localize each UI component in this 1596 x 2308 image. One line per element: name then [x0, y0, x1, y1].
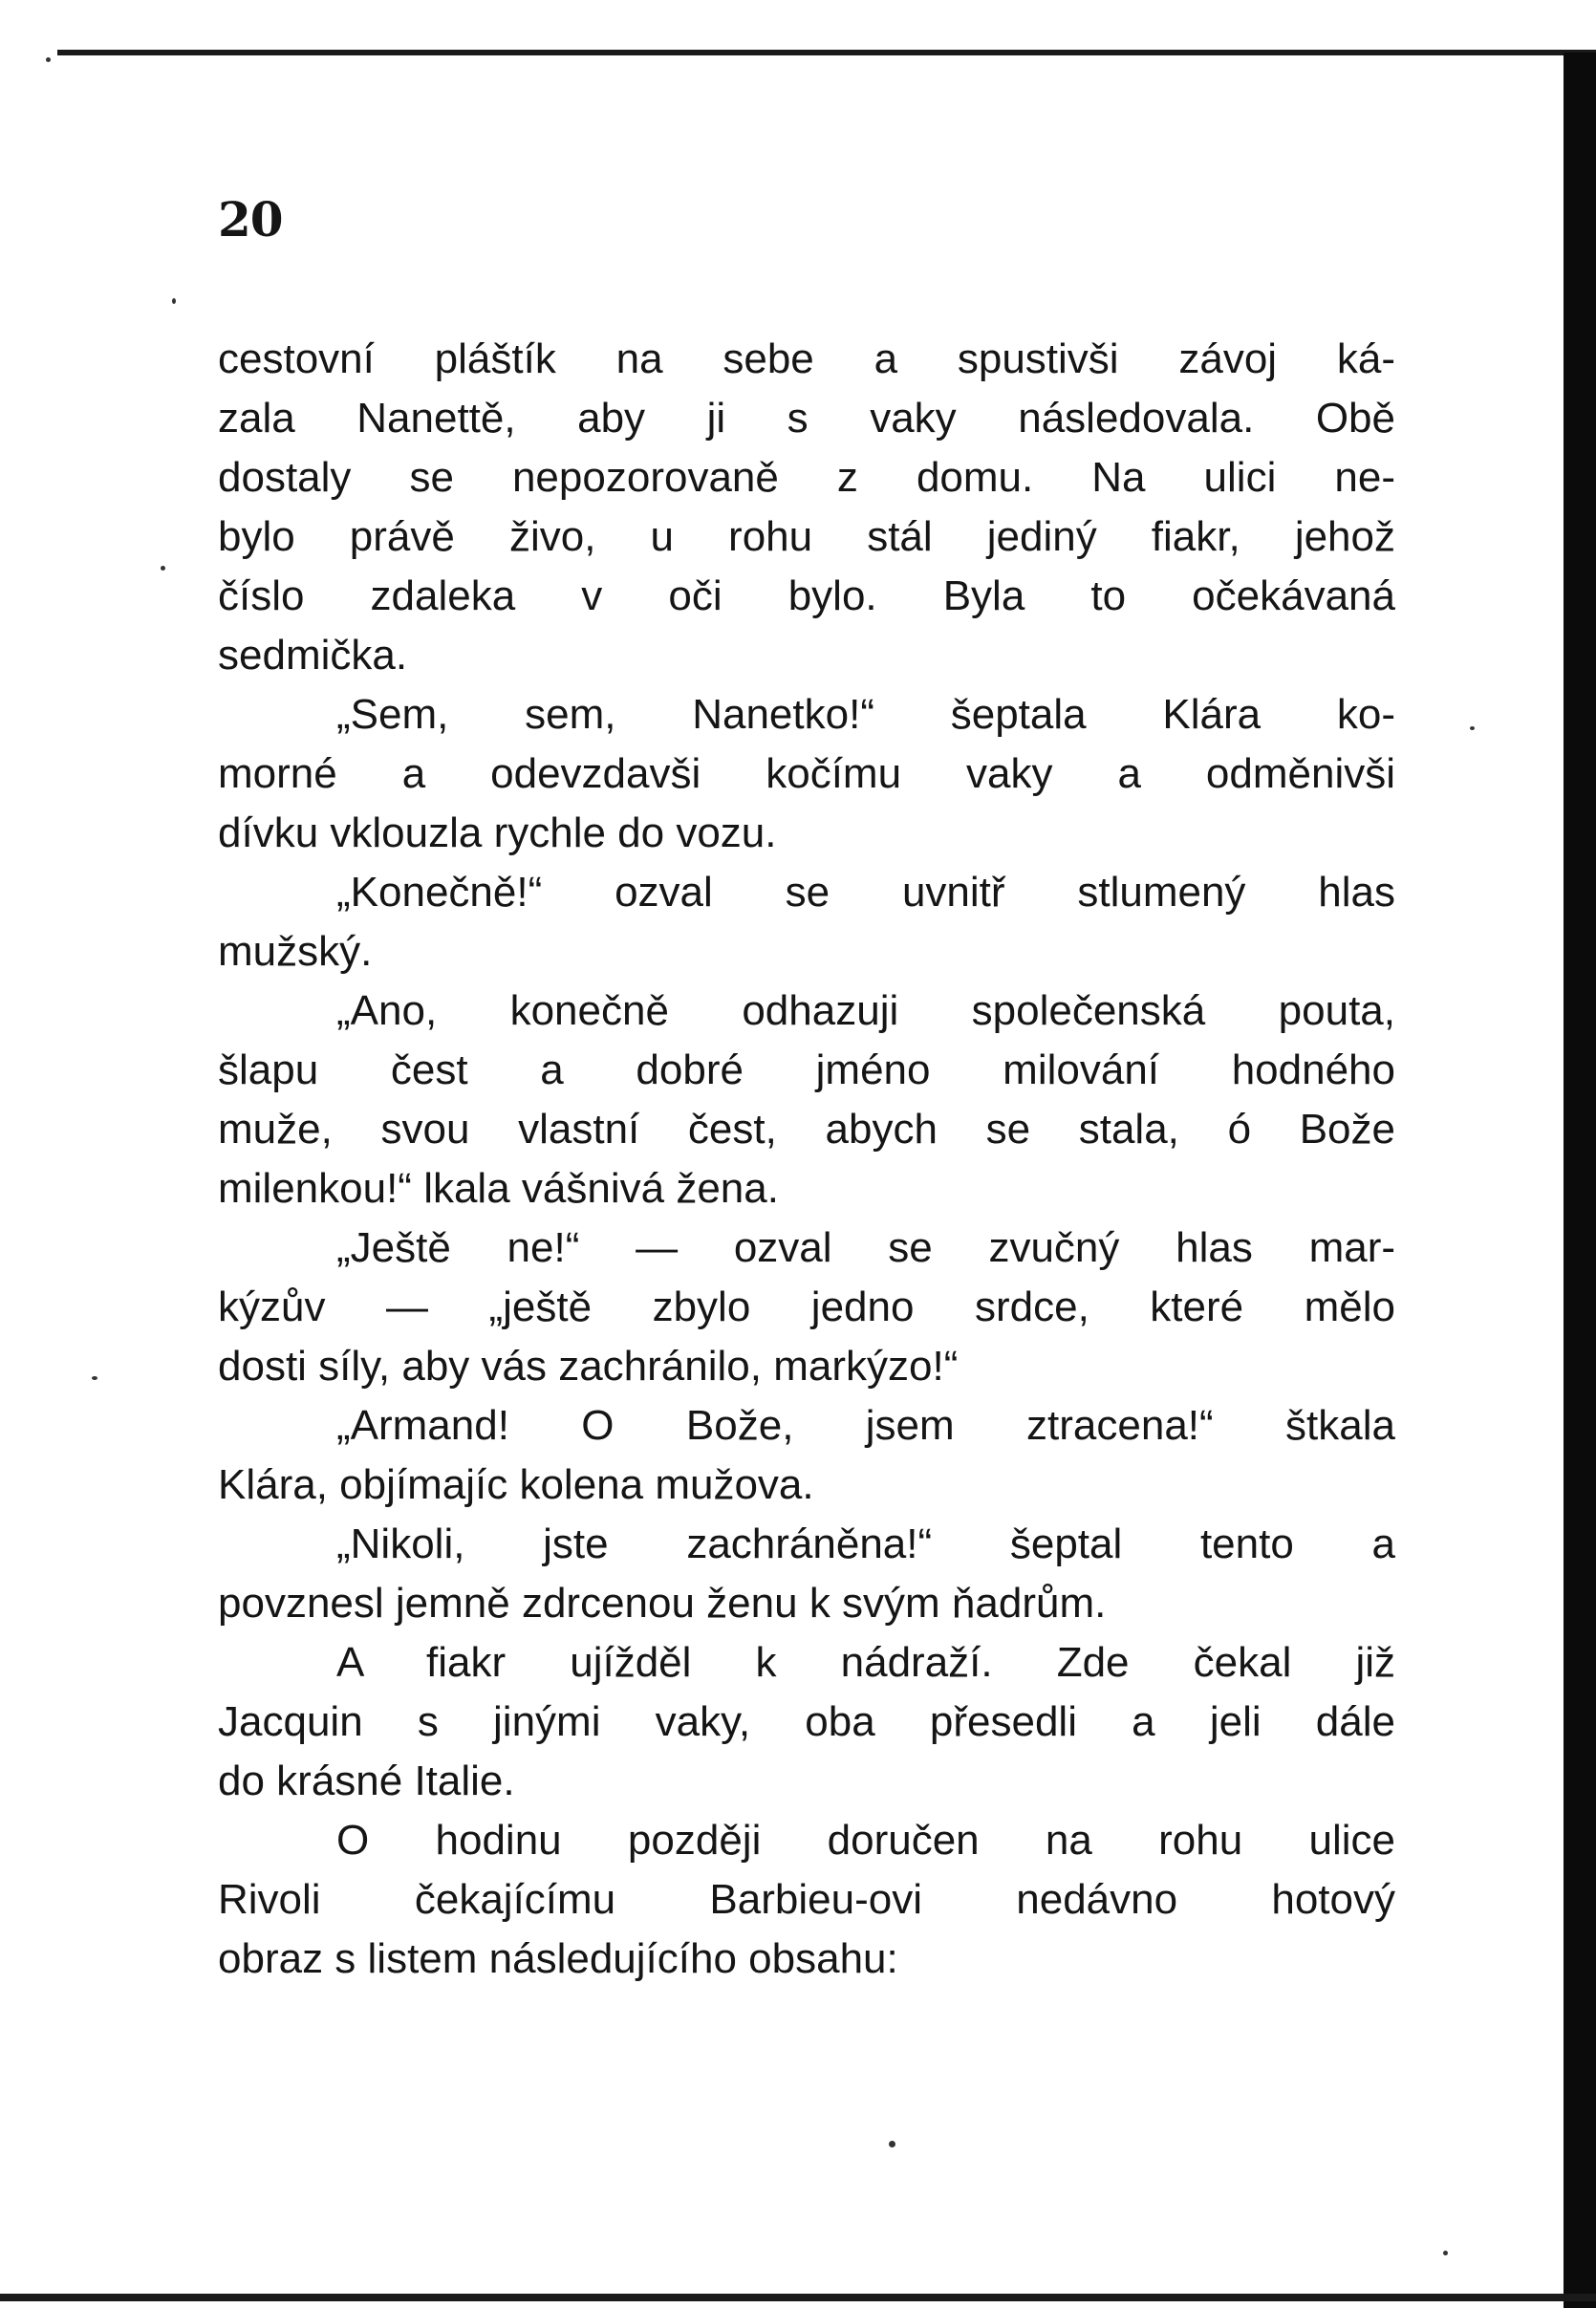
text-line: Jacquin s jinými vaky, oba přesedli a jeli dále [218, 1698, 1395, 1745]
text-line: „Nikoli, jste zachráněna!“ šeptal tento a [336, 1521, 1395, 1567]
text-line: A fiakr ujížděl k nádraží. Zde čekal již [336, 1639, 1395, 1686]
text-line: šlapu čest a dobré jméno milování hodného [218, 1046, 1395, 1093]
text-line: sedmička. [218, 632, 408, 679]
scan-speck [46, 57, 51, 62]
text-line: „Armand! O Bože, jsem ztracena!“ štkala [336, 1402, 1395, 1449]
text-line: mužský. [218, 928, 373, 975]
text-line: „Ano, konečně odhazuji společenská pouta, [336, 987, 1395, 1034]
text-line: „Sem, sem, Nanetko!“ šeptala Klára ko- [336, 691, 1395, 738]
text-line: milenkou!“ lkala vášnivá žena. [218, 1165, 779, 1212]
scan-speck [1470, 726, 1475, 730]
scan-border-right [1564, 53, 1596, 2308]
text-line: Rivoli čekajícímu Barbieu-ovi nedávno hotový [218, 1876, 1395, 1923]
scan-speck [161, 566, 165, 571]
text-line: muže, svou vlastní čest, abych se stala, ó Bože [218, 1106, 1395, 1153]
text-line: O hodinu později doručen na rohu ulice [336, 1817, 1395, 1864]
text-line: bylo právě živo, u rohu stál jediný fiakr, jehož [218, 513, 1395, 560]
scan-speck [1443, 2251, 1448, 2255]
text-line: cestovní pláštík na sebe a spustivši závoj ká- [218, 335, 1395, 382]
page-number: 20 [218, 191, 283, 248]
text-line: povznesl jemně zdrcenou ženu k svým ňadrům. [218, 1580, 1107, 1627]
text-line: „Ještě ne!“ — ozval se zvučný hlas mar- [336, 1224, 1395, 1271]
text-line: dívku vklouzla rychle do vozu. [218, 809, 777, 856]
scan-speck [889, 2141, 895, 2147]
text-line: obraz s listem následujícího obsahu: [218, 1935, 898, 1982]
text-line: „Konečně!“ ozval se uvnitř stlumený hlas [336, 869, 1395, 916]
text-line: dostaly se nepozorovaně z domu. Na ulici ne- [218, 454, 1395, 501]
body-text [218, 330, 1395, 1989]
text-line: Klára, objímajíc kolena mužova. [218, 1461, 814, 1508]
text-line: dosti síly, aby vás zachránilo, markýzo!“ [218, 1343, 959, 1390]
scan-speck [92, 1376, 97, 1380]
text-line: morné a odevzdavši kočímu vaky a odměnivši [218, 750, 1395, 797]
scan-border-bottom [0, 2294, 1596, 2301]
scan-border-top [57, 50, 1596, 55]
text-line: do krásné Italie. [218, 1758, 515, 1804]
text-line: kýzův — „ještě zbylo jedno srdce, které mělo [218, 1283, 1395, 1330]
text-line: zala Nanettě, aby ji s vaky následovala. Obě [218, 395, 1395, 442]
text-line: číslo zdaleka v oči bylo. Byla to očekávaná [218, 572, 1395, 619]
scan-speck [172, 298, 176, 304]
